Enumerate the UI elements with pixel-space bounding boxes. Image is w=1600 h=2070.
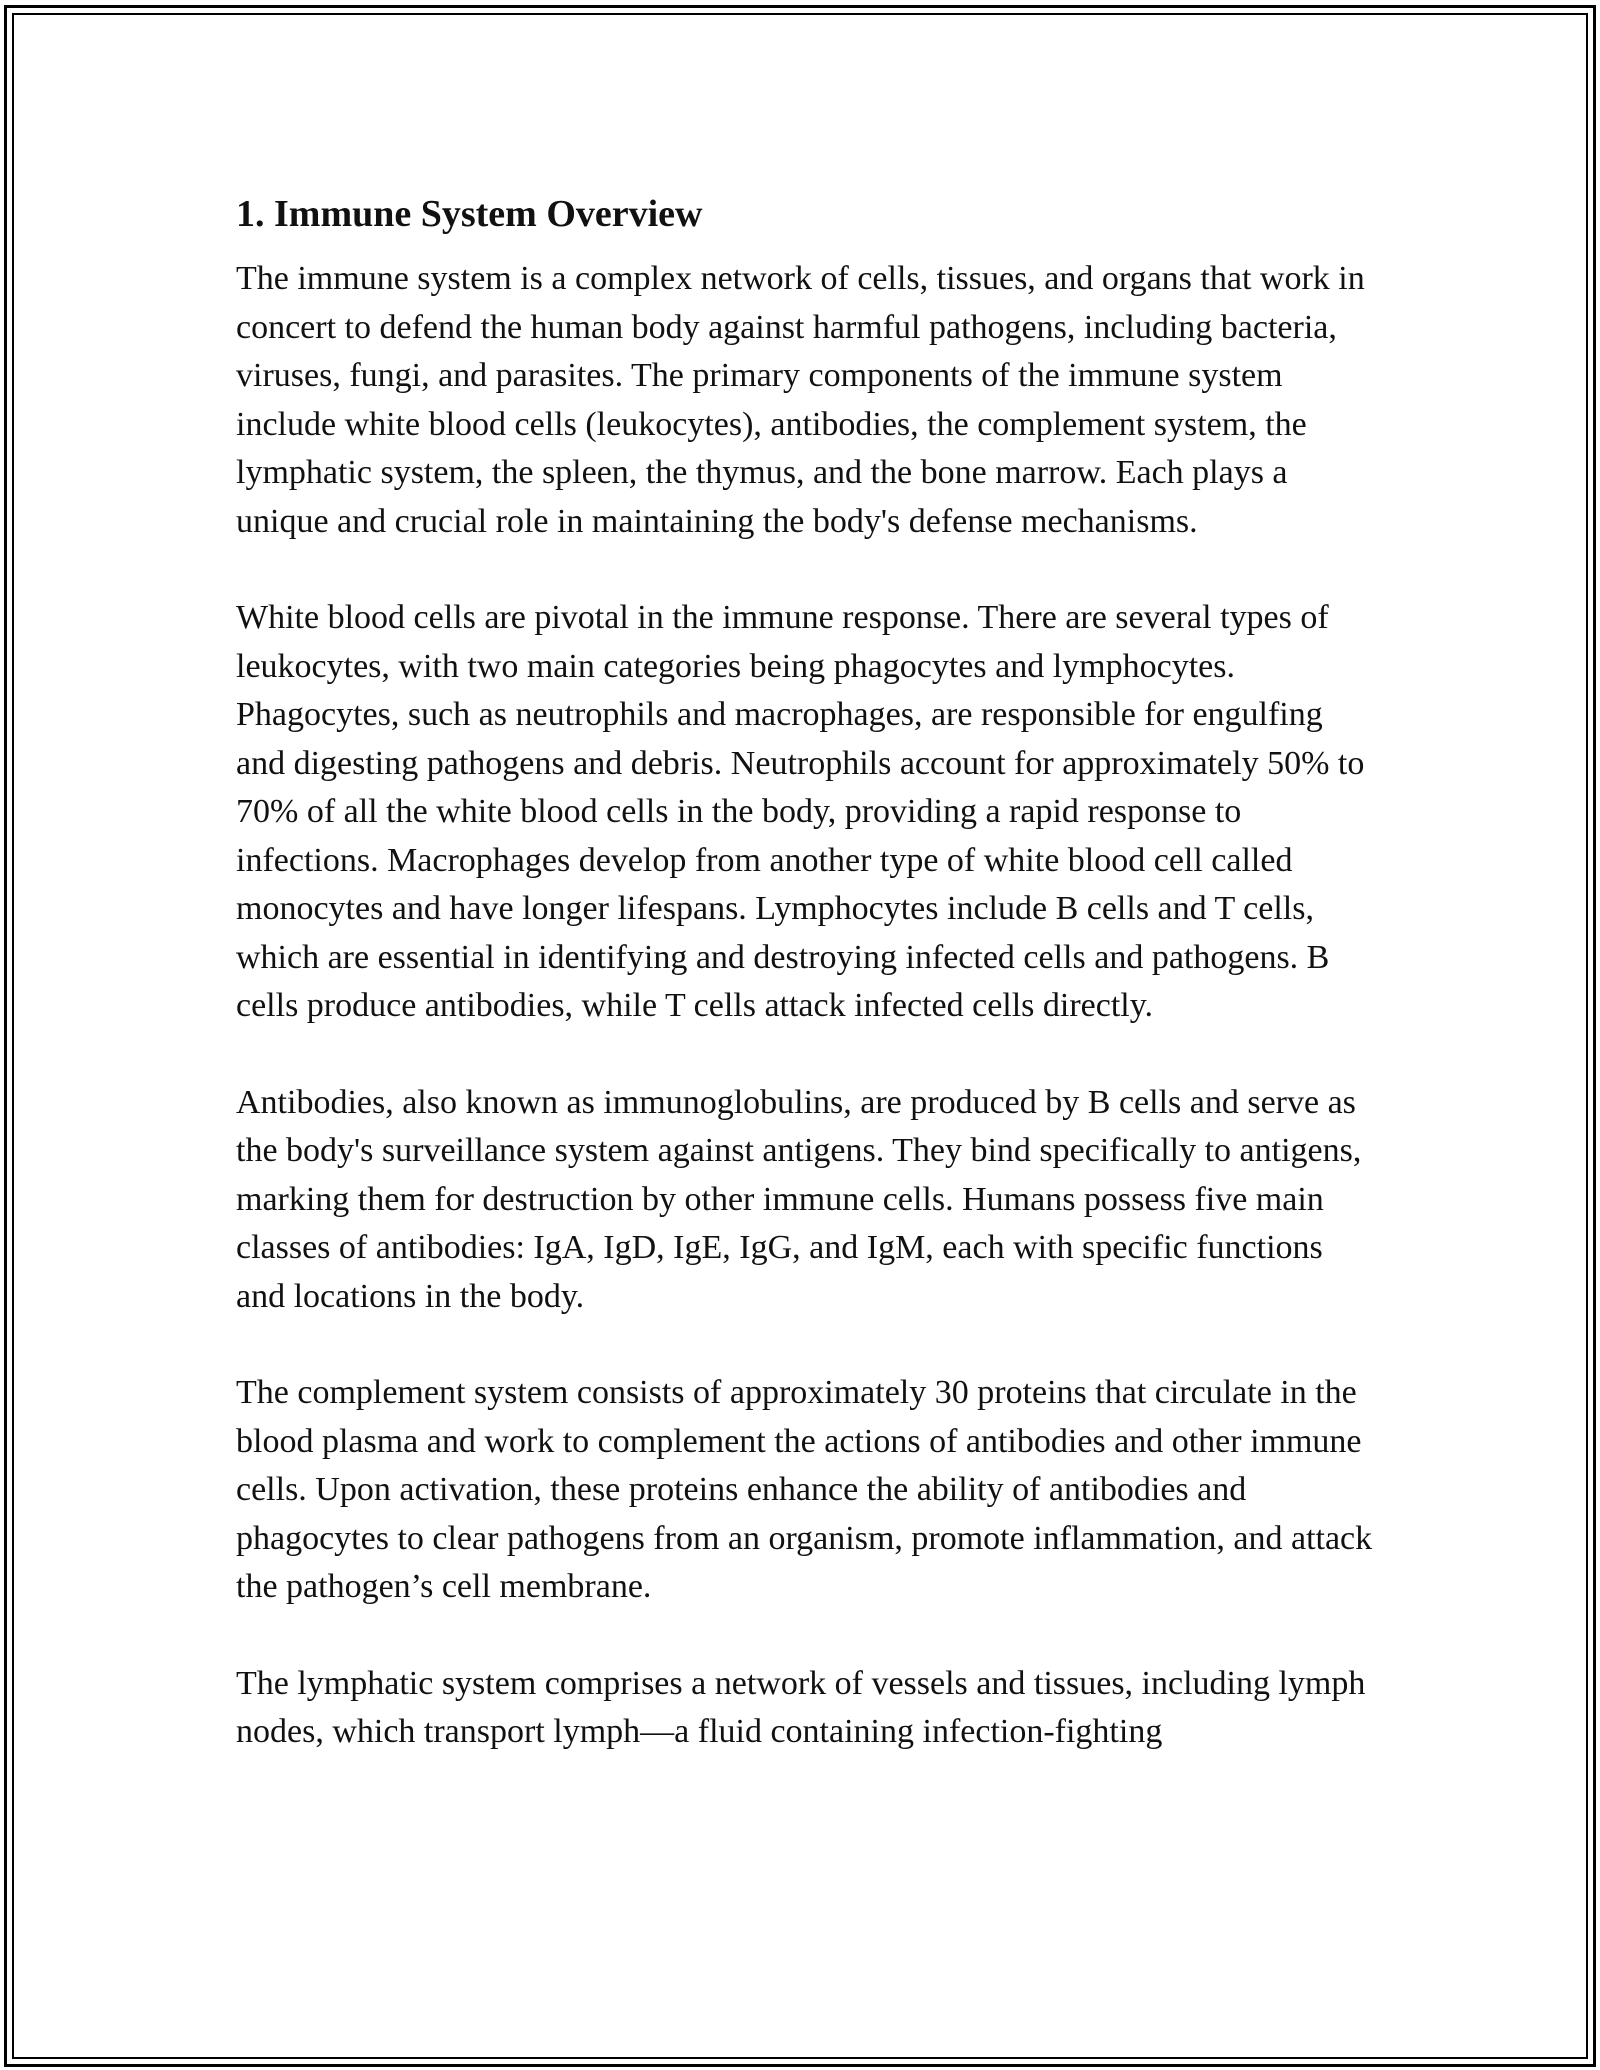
section-title: 1. Immune System Overview xyxy=(236,193,703,235)
document-body xyxy=(236,183,1376,1757)
paragraph-antibodies: Antibodies, also known as immunoglobulins, are produced by B cells and serve as the body's surveillance system against antigens. They bind specifically to antigens, marking them for destruction by other immune cells. Humans possess five main classes of antibodies: IgA, IgD, IgE, IgG, and IgM, each with specific functions and locations in the body. xyxy=(236,1083,1362,1315)
paragraph-immune-overview: The immune system is a complex network of cells, tissues, and organs that work in concert to defend the human body against harmful pathogens, including bacteria, viruses, fungi, and parasites. The primary components of the immune system include white blood cells (leukocytes), antibodies, the complement system, the lymphatic system, the spleen, the thymus, and the bone marrow. Each plays a unique and crucial role in maintaining the body's defense mechanisms. xyxy=(236,260,1365,540)
paragraph-lymphatic-system: The lymphatic system comprises a network of vessels and tissues, including lymph nodes, which transport lymph—a fluid containing infection-fighting xyxy=(236,1664,1366,1750)
paragraph-white-blood-cells: White blood cells are pivotal in the immune response. There are several types of leukocytes, with two main categories being phagocytes and lymphocytes. Phagocytes, such as neutrophils and macrophages, are responsible for engulfing and digesting pathogens and debris. Neutrophils account for approximately 50% to 70% of all the white blood cells in the body, providing a rapid response to infections. Macrophages develop from another type of white blood cell called monocytes and have longer lifespans. Lymphocytes include B cells and T cells, which are essential in identifying and destroying infected cells and pathogens. B cells produce antibodies, while T cells attack infected cells directly. xyxy=(236,599,1365,1024)
paragraph-complement-system: The complement system consists of approximately 30 proteins that circulate in the blood plasma and work to complement the actions of antibodies and other immune cells. Upon activation, these proteins enhance the ability of antibodies and phagocytes to clear pathogens from an organism, promote inflammation, and attack the pathogen’s cell membrane. xyxy=(236,1374,1373,1605)
